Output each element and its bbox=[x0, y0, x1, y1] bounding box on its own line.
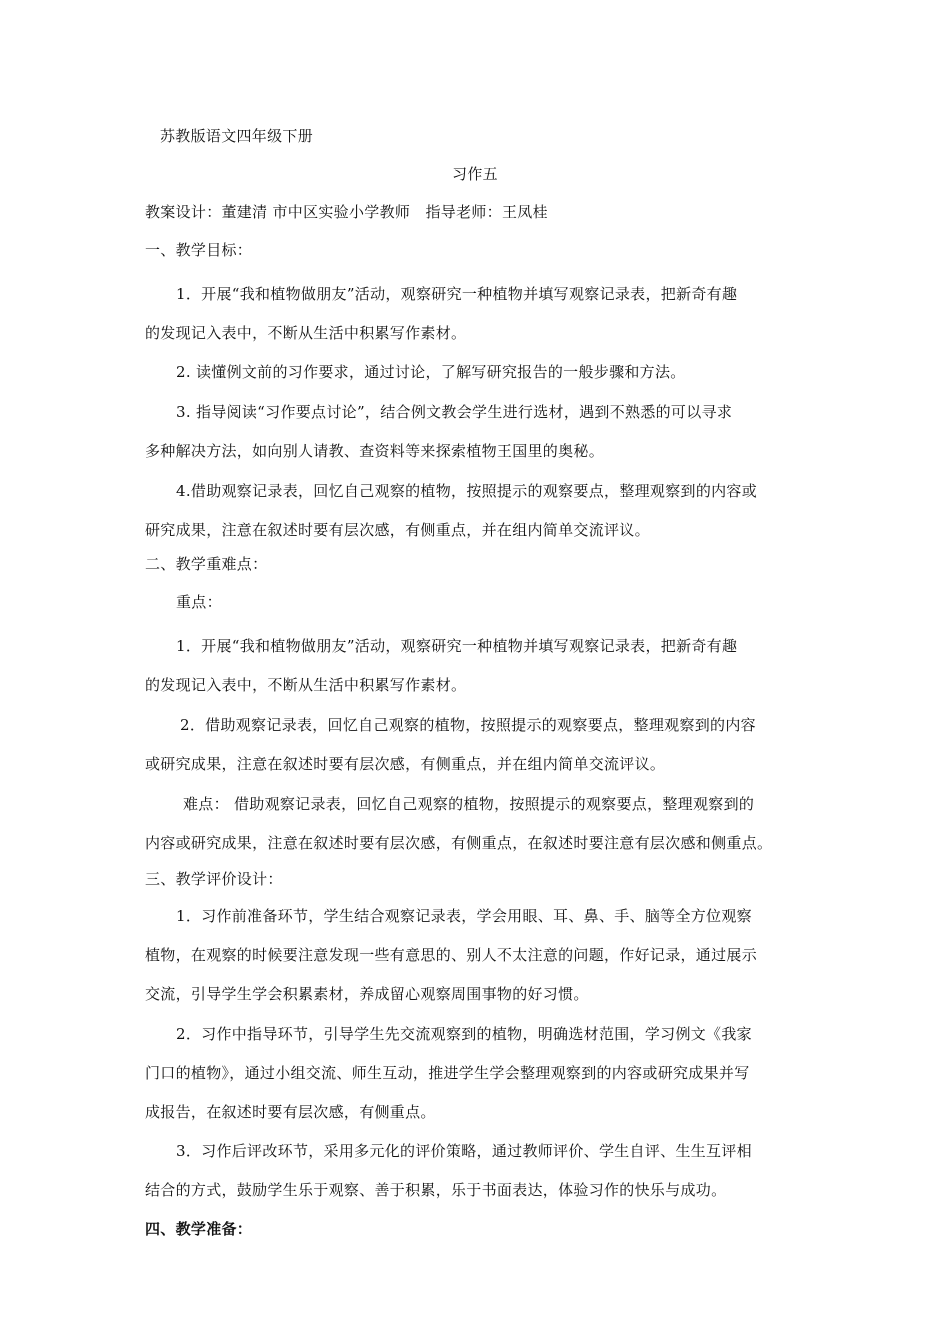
key-point-2-line-2: 或研究成果，注意在叙述时要有层次感，有侧重点，并在组内简单交流评议。 bbox=[145, 755, 666, 773]
objective-1-line-1: 1．开展“我和植物做朋友”活动，观察研究一种植物并填写观察记录表，把新奇有趣 bbox=[176, 285, 738, 303]
key-point-label: 重点： bbox=[176, 593, 222, 611]
difficulty-line-2: 内容或研究成果，注意在叙述时要有层次感，有侧重点，在叙述时要注意有层次感和侧重点。 bbox=[145, 834, 773, 852]
objective-4-line-1: 4.借助观察记录表，回忆自己观察的植物，按照提示的观察要点，整理观察到的内容或 bbox=[176, 482, 758, 500]
objective-1-line-2: 的发现记入表中，不断从生活中积累写作素材。 bbox=[145, 324, 467, 342]
section-heading-key-points: 二、教学重难点： bbox=[145, 555, 268, 573]
author-line: 教案设计：董建清 市中区实验小学教师 指导老师：王凤桂 bbox=[145, 203, 548, 221]
key-point-1-line-1: 1．开展“我和植物做朋友”活动，观察研究一种植物并填写观察记录表，把新奇有趣 bbox=[176, 637, 738, 655]
objective-2: 2. 读懂例文前的习作要求，通过讨论，了解写研究报告的一般步骤和方法。 bbox=[176, 363, 686, 381]
evaluation-1-line-3: 交流，引导学生学会积累素材，养成留心观察周围事物的好习惯。 bbox=[145, 985, 589, 1003]
key-point-1-line-2: 的发现记入表中，不断从生活中积累写作素材。 bbox=[145, 676, 467, 694]
difficulty-line-1: 难点： 借助观察记录表，回忆自己观察的植物，按照提示的观察要点，整理观察到的 bbox=[183, 795, 755, 813]
evaluation-2-line-2: 门口的植物》，通过小组交流、师生互动，推进学生学会整理观察到的内容或研究成果并写 bbox=[145, 1064, 750, 1082]
objective-4-line-2: 研究成果，注意在叙述时要有层次感，有侧重点，并在组内简单交流评议。 bbox=[145, 521, 650, 539]
evaluation-2-line-3: 成报告，在叙述时要有层次感，有侧重点。 bbox=[145, 1103, 436, 1121]
section-heading-preparation: 四、教学准备： bbox=[145, 1220, 253, 1238]
evaluation-1-line-1: 1．习作前准备环节，学生结合观察记录表，学会用眼、耳、鼻、手、脑等全方位观察 bbox=[176, 907, 752, 925]
key-point-2-line-1: 2．借助观察记录表，回忆自己观察的植物，按照提示的观察要点，整理观察到的内容 bbox=[180, 716, 756, 734]
objective-3-line-2: 多种解决方法，如向别人请教、查资料等来探索植物王国里的奥秘。 bbox=[145, 442, 605, 460]
evaluation-1-line-2: 植物，在观察的时候要注意发现一些有意思的、别人不太注意的问题，作好记录，通过展示 bbox=[145, 946, 758, 964]
objective-3-line-1: 3. 指导阅读“习作要点讨论”，结合例文教会学生进行选材，遇到不熟悉的可以寻求 bbox=[176, 403, 733, 421]
series-label: 苏教版语文四年级下册 bbox=[160, 127, 314, 145]
evaluation-2-line-1: 2．习作中指导环节，引导学生先交流观察到的植物，明确选材范围，学习例文《我家 bbox=[176, 1025, 752, 1043]
evaluation-3-line-1: 3．习作后评改环节，采用多元化的评价策略，通过教师评价、学生自评、生生互评相 bbox=[176, 1142, 752, 1160]
page-title: 习作五 bbox=[452, 165, 498, 183]
section-heading-evaluation: 三、教学评价设计： bbox=[145, 870, 283, 888]
section-heading-objectives: 一、教学目标： bbox=[145, 241, 253, 259]
evaluation-3-line-2: 结合的方式，鼓励学生乐于观察、善于积累，乐于书面表达，体验习作的快乐与成功。 bbox=[145, 1181, 727, 1199]
